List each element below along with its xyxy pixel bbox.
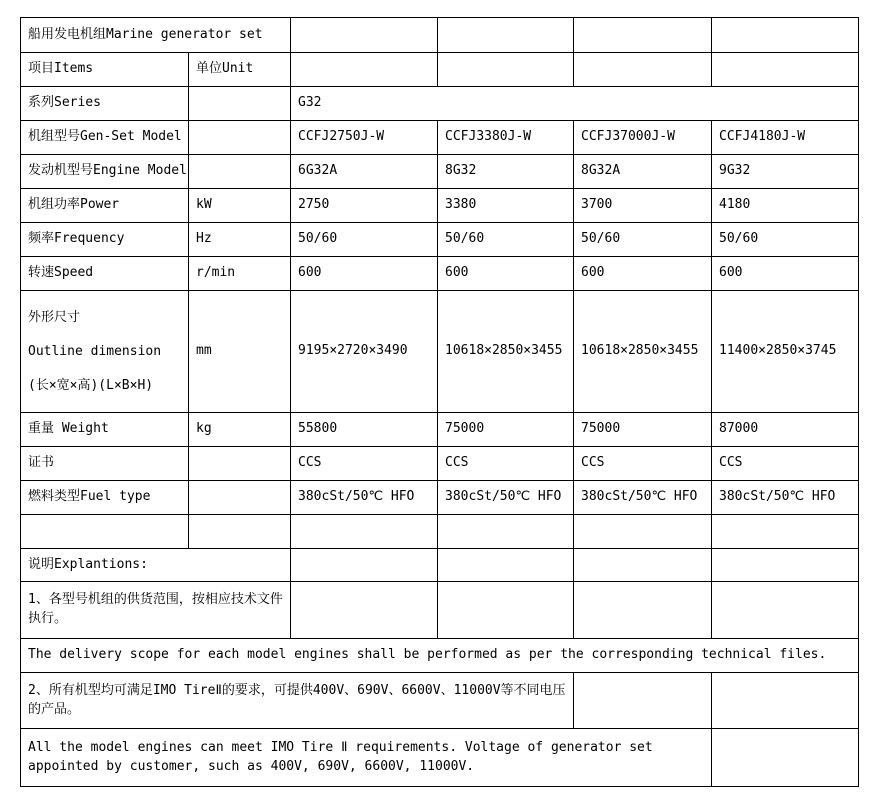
frequency-value: 50/60: [291, 223, 438, 257]
frequency-value: 50/60: [574, 223, 712, 257]
empty-cell: [291, 53, 438, 87]
frequency-value: 50/60: [438, 223, 574, 257]
genset-model-value: CCFJ37000J-W: [574, 121, 712, 155]
empty-cell: [21, 515, 189, 549]
fuel-type-value: 380cSt/50℃ HFO: [712, 481, 859, 515]
speed-value: 600: [438, 257, 574, 291]
power-value: 3380: [438, 189, 574, 223]
explanations-heading-row: [21, 549, 859, 582]
empty-cell: [712, 18, 859, 53]
weight-value: 55800: [291, 413, 438, 447]
empty-cell: [438, 53, 574, 87]
fuel-type-value: 380cSt/50℃ HFO: [574, 481, 712, 515]
empty-cell: [574, 673, 712, 729]
power-value: 4180: [712, 189, 859, 223]
engine-model-value: 9G32: [712, 155, 859, 189]
empty-cell: [574, 582, 712, 639]
outline-dimension-label-cn: 外形尺寸: [28, 309, 81, 325]
items-header: 项目Items: [21, 53, 189, 87]
speed-row: [21, 257, 859, 291]
certificate-value: CCS: [438, 447, 574, 481]
speed-value: 600: [574, 257, 712, 291]
empty-cell: [189, 155, 291, 189]
note2-cn: 2、所有机型均可满足IMO TireⅡ的要求，可提供400V、690V、6600V、11000V等不同电压的产品。: [21, 673, 574, 729]
certificate-row: [21, 447, 859, 481]
note1-cn-row: [21, 582, 859, 639]
empty-cell: [712, 729, 859, 787]
empty-cell: [574, 18, 712, 53]
frequency-unit: Hz: [189, 223, 291, 257]
power-label: 机组功率Power: [21, 189, 189, 223]
certificate-label: 证书: [21, 447, 189, 481]
note2-en-row: [21, 729, 859, 787]
empty-cell: [712, 673, 859, 729]
certificate-value: CCS: [291, 447, 438, 481]
empty-cell: [574, 515, 712, 549]
weight-unit: kg: [189, 413, 291, 447]
blank-row: [21, 515, 859, 549]
outline-dimension-value: 10618×2850×3455: [438, 291, 574, 413]
empty-cell: [291, 515, 438, 549]
genset-model-value: CCFJ4180J-W: [712, 121, 859, 155]
marine-genset-spec-table: [20, 17, 859, 787]
fuel-type-label: 燃料类型Fuel type: [21, 481, 189, 515]
engine-model-value: 6G32A: [291, 155, 438, 189]
header-row: [21, 53, 859, 87]
note1-cn: 1、各型号机组的供货范围，按相应技术文件执行。: [21, 582, 291, 639]
speed-label: 转速Speed: [21, 257, 189, 291]
note1-en: The delivery scope for each model engines shall be performed as per the corresponding technical files.: [21, 639, 859, 673]
certificate-value: CCS: [574, 447, 712, 481]
frequency-row: [21, 223, 859, 257]
note2-en: All the model engines can meet IMO Tire Ⅱ requirements. Voltage of generator set appointed by customer, such as 400V, 690V, 6600V, 11000V.: [21, 729, 712, 787]
empty-cell: [712, 53, 859, 87]
empty-cell: [712, 549, 859, 582]
empty-cell: [189, 481, 291, 515]
series-value: G32: [291, 87, 859, 121]
fuel-type-row: [21, 481, 859, 515]
frequency-value: 50/60: [712, 223, 859, 257]
empty-cell: [438, 515, 574, 549]
empty-cell: [189, 447, 291, 481]
empty-cell: [438, 18, 574, 53]
weight-label: 重量 Weight: [21, 413, 189, 447]
outline-dimension-unit: mm: [189, 291, 291, 413]
power-value: 2750: [291, 189, 438, 223]
series-label: 系列Series: [21, 87, 189, 121]
weight-value: 75000: [574, 413, 712, 447]
engine-model-value: 8G32: [438, 155, 574, 189]
empty-cell: [712, 582, 859, 639]
unit-header: 单位Unit: [189, 53, 291, 87]
engine-model-value: 8G32A: [574, 155, 712, 189]
fuel-type-value: 380cSt/50℃ HFO: [291, 481, 438, 515]
frequency-label: 频率Frequency: [21, 223, 189, 257]
empty-cell: [438, 582, 574, 639]
empty-cell: [291, 549, 438, 582]
engine-model-label: 发动机型号Engine Model: [21, 155, 189, 189]
genset-model-value: CCFJ2750J-W: [291, 121, 438, 155]
note2-cn-row: [21, 673, 859, 729]
outline-dimension-value: 9195×2720×3490: [291, 291, 438, 413]
speed-value: 600: [712, 257, 859, 291]
power-unit: kW: [189, 189, 291, 223]
outline-dimension-label: [21, 291, 189, 413]
empty-cell: [574, 549, 712, 582]
table-title: 船用发电机组Marine generator set: [21, 18, 291, 53]
outline-dimension-value: 10618×2850×3455: [574, 291, 712, 413]
speed-value: 600: [291, 257, 438, 291]
outline-dimension-label-en: Outline dimension: [28, 343, 162, 359]
outline-dimension-label-lbh: (长×宽×高)(L×B×H): [28, 377, 154, 393]
engine-model-row: [21, 155, 859, 189]
empty-cell: [189, 87, 291, 121]
fuel-type-value: 380cSt/50℃ HFO: [438, 481, 574, 515]
genset-model-label: 机组型号Gen-Set Model: [21, 121, 189, 155]
empty-cell: [189, 515, 291, 549]
outline-dimension-value: 11400×2850×3745: [712, 291, 859, 413]
empty-cell: [712, 515, 859, 549]
speed-unit: r/min: [189, 257, 291, 291]
empty-cell: [291, 582, 438, 639]
empty-cell: [291, 18, 438, 53]
note1-en-row: [21, 639, 859, 673]
genset-model-row: [21, 121, 859, 155]
empty-cell: [438, 549, 574, 582]
power-row: [21, 189, 859, 223]
weight-value: 75000: [438, 413, 574, 447]
empty-cell: [189, 121, 291, 155]
certificate-value: CCS: [712, 447, 859, 481]
weight-row: [21, 413, 859, 447]
weight-value: 87000: [712, 413, 859, 447]
empty-cell: [574, 53, 712, 87]
series-row: [21, 87, 859, 121]
explanations-heading: 说明Explantions:: [21, 549, 291, 582]
title-row: [21, 18, 859, 53]
outline-dimension-row: [21, 291, 859, 413]
power-value: 3700: [574, 189, 712, 223]
genset-model-value: CCFJ3380J-W: [438, 121, 574, 155]
